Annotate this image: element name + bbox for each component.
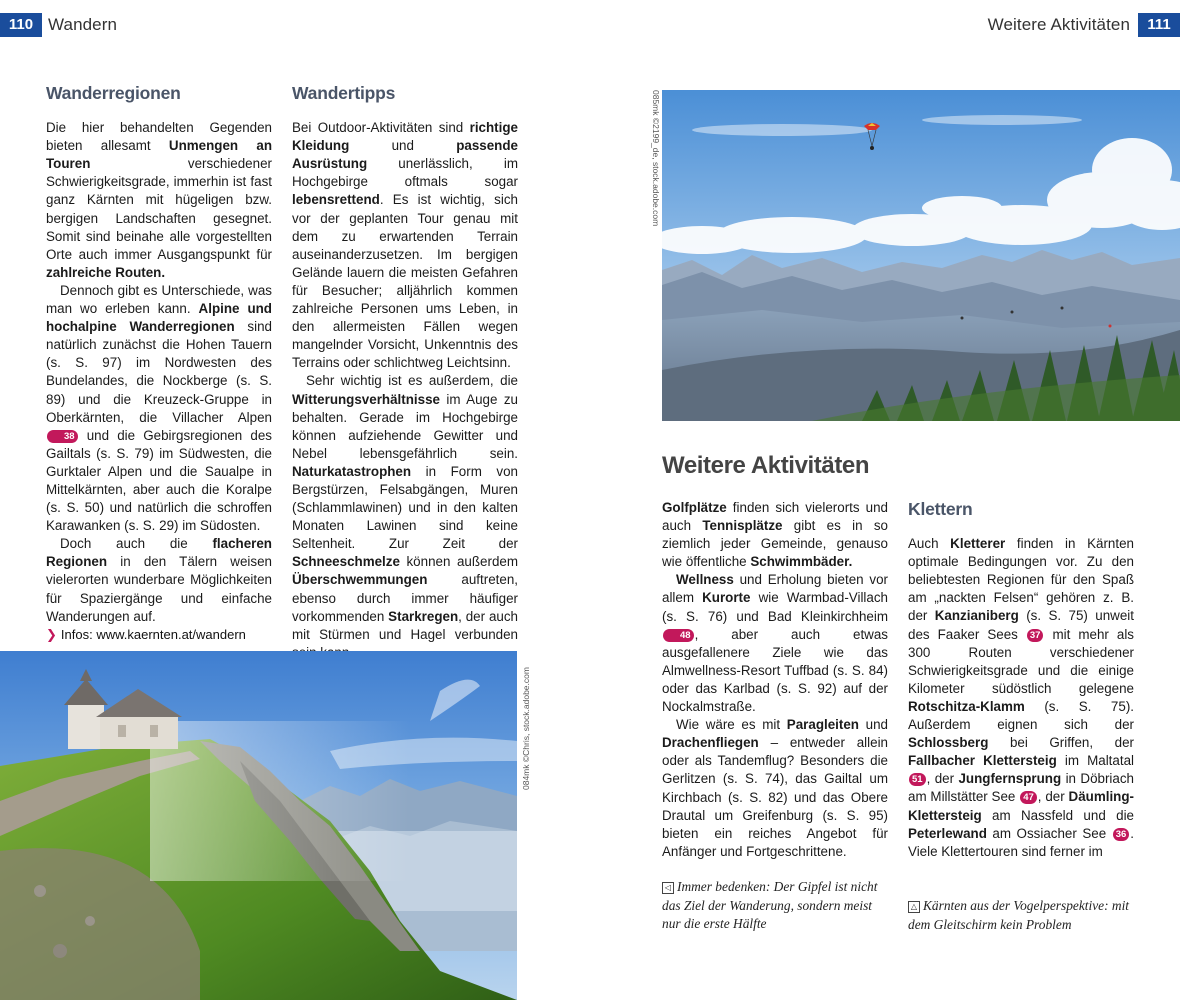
running-head-right: Weitere Aktivitäten [987,15,1130,34]
bold-term: Überschwemmungen [292,572,428,588]
paragraph: Wie wäre es mit Paragleiten und Drachenfliegen – entweder allein oder als Tandemflug? Besonders die Gerlitzen (s. S. 74), das Gailtal um Kirchbach (s. S. 82) und das Obere Drautal um Greifenburg (s. S. 95) bieten ein reiches Angebot für Anfänger und Fortgeschrittene. [662,717,888,859]
photo-mountain-chapel [0,651,517,1000]
paragraph: Auch Kletterer finden in Kärnten optimale Bedingungen vor. Zu den beliebtesten Regionen für den Spaß am „nackten Felsen“ gehören z. B. der Kanzianiberg (s. S. 75) unweit des Faaker Sees 37 mit mehr als 300 Routen verschiedener Schwierigkeitsgrade und die einige Kilometer südöstlich gelegene Rotschitza-Klamm (s. S. 75). Außerdem eignen sich der Schlossberg bei Griffen, der Fallbacher Klettersteig im Maltatal 51 , der Jungfernsprung in Döbriach am Millstätter See 47 , der Däumling-Klettersteig am Nassfeld und die Peterlewand am Ossiacher See 36 . Viele Klettertouren sind ferner im [908,536,1135,859]
bold-term: Rotschitza-Klamm [908,698,1025,714]
chapel-image [0,651,517,1000]
location-marker-badge: 51 [909,773,926,786]
heading-klettern: Klettern [908,499,973,519]
bold-term: Tennisplätze [702,518,783,534]
location-marker-badge: 48 [663,629,694,642]
right-page [590,0,1180,1000]
bold-term: Paragleiten [786,717,859,733]
bold-term: Schwimmbäder. [750,554,853,570]
location-marker-badge: 37 [1027,629,1044,642]
bold-term: Kanzianiberg [934,608,1019,624]
bold-term: Schlossberg [908,735,989,751]
chevron-right-icon: ❯ [46,626,57,642]
arrow-left-icon: ◁ [662,882,674,894]
paragraph: Wellness und Erholung bieten vor allem Kurorte wie Warmbad-Villach (s. S. 76) und Bad Kleinkirchheim 48 , aber auch etwas ausgefallenere Ziele wie das Almwellness-Resort Tuffbad (s. S. 84) oder das Karlbad (s. S. 92) auf der Nockalmstraße. [662,572,888,715]
bold-term: Unmengen an Touren [46,138,272,172]
bold-term: lebensrettend [292,192,380,208]
location-marker-badge: 47 [1020,791,1037,804]
photo-credit-left: 084mk ©Chris, stock.adobe.com [521,667,531,790]
heading-wanderregionen: Wanderregionen [46,83,181,103]
page-number-left: 110 [0,13,42,37]
page-number-right: 111 [1138,13,1180,37]
column-weitere-aktivitaeten [662,499,888,861]
bold-term: Kletterer [950,536,1006,552]
photo-credit-right: 085mk ©2199_de, stock.adobe.com [651,90,661,227]
info-link-label: Infos: www.kaernten.at/wandern [60,626,246,642]
paragraph: Dennoch gibt es Unterschiede, was man wo erleben kann. Alpine und hochalpine Wanderregionen sind natürlich zunächst die Hohen Tauern (s. S. 97) im Nordwesten des Bundelandes, die Nockberge (s. S. 89) und die Kreuzeck-Gruppe in Oberkärnten, die Villacher Alpen 38 und die Gebirgsregionen des Gailtals (s. S. 79) im Südwesten, die Gurktaler Alpen und die Saualpe in Mittelkärnten, aber auch die Koralpe (s. S. 50) und natürlich die schroffen Karawanken (s. S. 29) im Südosten. [46,282,272,534]
column-wandertipps [292,84,518,662]
bold-term: Peterlewand [908,825,987,841]
paragraph: Doch auch die flacheren Regionen in den Tälern weisen vielerorten wunderbare Möglichkeiten für Spaziergänge und einfache Wanderungen auf. [46,536,272,624]
paragraph: Bei Outdoor-Aktivitäten sind richtige Kleidung und passende Ausrüstung unerlässlich, im Hochgebirge oftmals sogar lebensrettend. Es ist wichtig, sich vor der geplanten Tour genau mit dem zu erwartenden Terrain auseinanderzusetzen. Im bergigen Gelände lauern die meisten Gefahren für Besucher; alljährlich kommen zahlreiche Personen ums Leben, in den allermeisten Fällen wegen mangelnder Vorsicht, Unkenntnis des Terrains oder schlichtweg Leichtsinn. [292,120,518,371]
landscape-image [662,90,1180,421]
bold-term: Wellness [676,572,734,588]
bold-term: Fallbacher Klettersteig [908,753,1057,769]
bold-term: Schneeschmelze [292,554,400,570]
paragraph: Die hier behandelten Gegenden bieten allesamt Unmengen an Touren verschiedener Schwierigkeitsgrade, immerhin ist fast ganz Kärnten mit hügeligen bzw. bergigen Landschaften gesegnet. Somit sind beinahe alle vorgestellten Orte auch immer Ausgangspunkt für zahlreiche Routen. [46,120,272,280]
bold-term: Däumling-Klettersteig [908,789,1134,823]
bold-term: Starkregen [388,608,459,624]
bold-term: richtige Kleidung [292,120,518,154]
column-wanderregionen [46,84,272,644]
column-klettern [908,500,1134,861]
caption-text: Kärnten aus der Vogelperspektive: mit dem Gleitschirm kein Problem [908,898,1130,932]
caption-chapel-photo [662,878,892,934]
bold-term: zahlreiche Routen. [46,264,166,280]
bold-term: Jungfernsprung [958,771,1062,787]
info-link[interactable] [46,626,272,644]
bold-term: Alpine und hochalpine Wanderregionen [46,301,272,335]
caption-landscape-photo [908,897,1138,934]
location-marker-badge: 38 [47,430,78,443]
photo-paraglider-landscape [662,90,1180,421]
section-title: Weitere Aktivitäten [662,452,870,479]
location-marker-badge: 36 [1113,828,1130,841]
bold-term: Witterungsverhältnisse [292,391,440,407]
paragraph: Sehr wichtig ist es außerdem, die Witterungsverhältnisse im Auge zu behalten. Gerade im Hochgebirge können aufziehende Gewitter und Nebel lebensgefährlich sein. Naturkatastrophen in Form von Bergstürzen, Felsabgängen, Muren (Schlammlawinen) und in den kalten Monaten Lawinen sind keine Seltenheit. Zur Zeit der Schneeschmelze können außerdem Überschwemmungen auftreten, ebenso durch immer häufiger vorkommenden Starkregen, der auch mit Stürmen und Hagel verbunden [292,373,518,642]
paragraph: Golfplätze finden sich vielerorts und auch Tennisplätze gibt es in so ziemlich jeder Gemeinde, genauso wie öffentliche Schwimmbäder. [662,500,888,570]
arrow-up-icon: △ [908,901,920,913]
bold-term: Kurorte [702,590,751,606]
caption-text: Immer bedenken: Der Gipfel ist nicht das Ziel der Wanderung, sondern meist nur die erste Hälfte [662,879,878,931]
bold-term: Drachenfliegen [662,735,759,751]
bold-term: Golfplätze [662,500,727,515]
running-head-left: Wandern [48,15,118,34]
heading-wandertipps: Wandertipps [292,83,396,103]
bold-term: passende Ausrüstung [292,138,518,172]
bold-term: Naturkatastrophen [292,463,412,479]
bold-term: flacheren Regionen [46,536,272,570]
